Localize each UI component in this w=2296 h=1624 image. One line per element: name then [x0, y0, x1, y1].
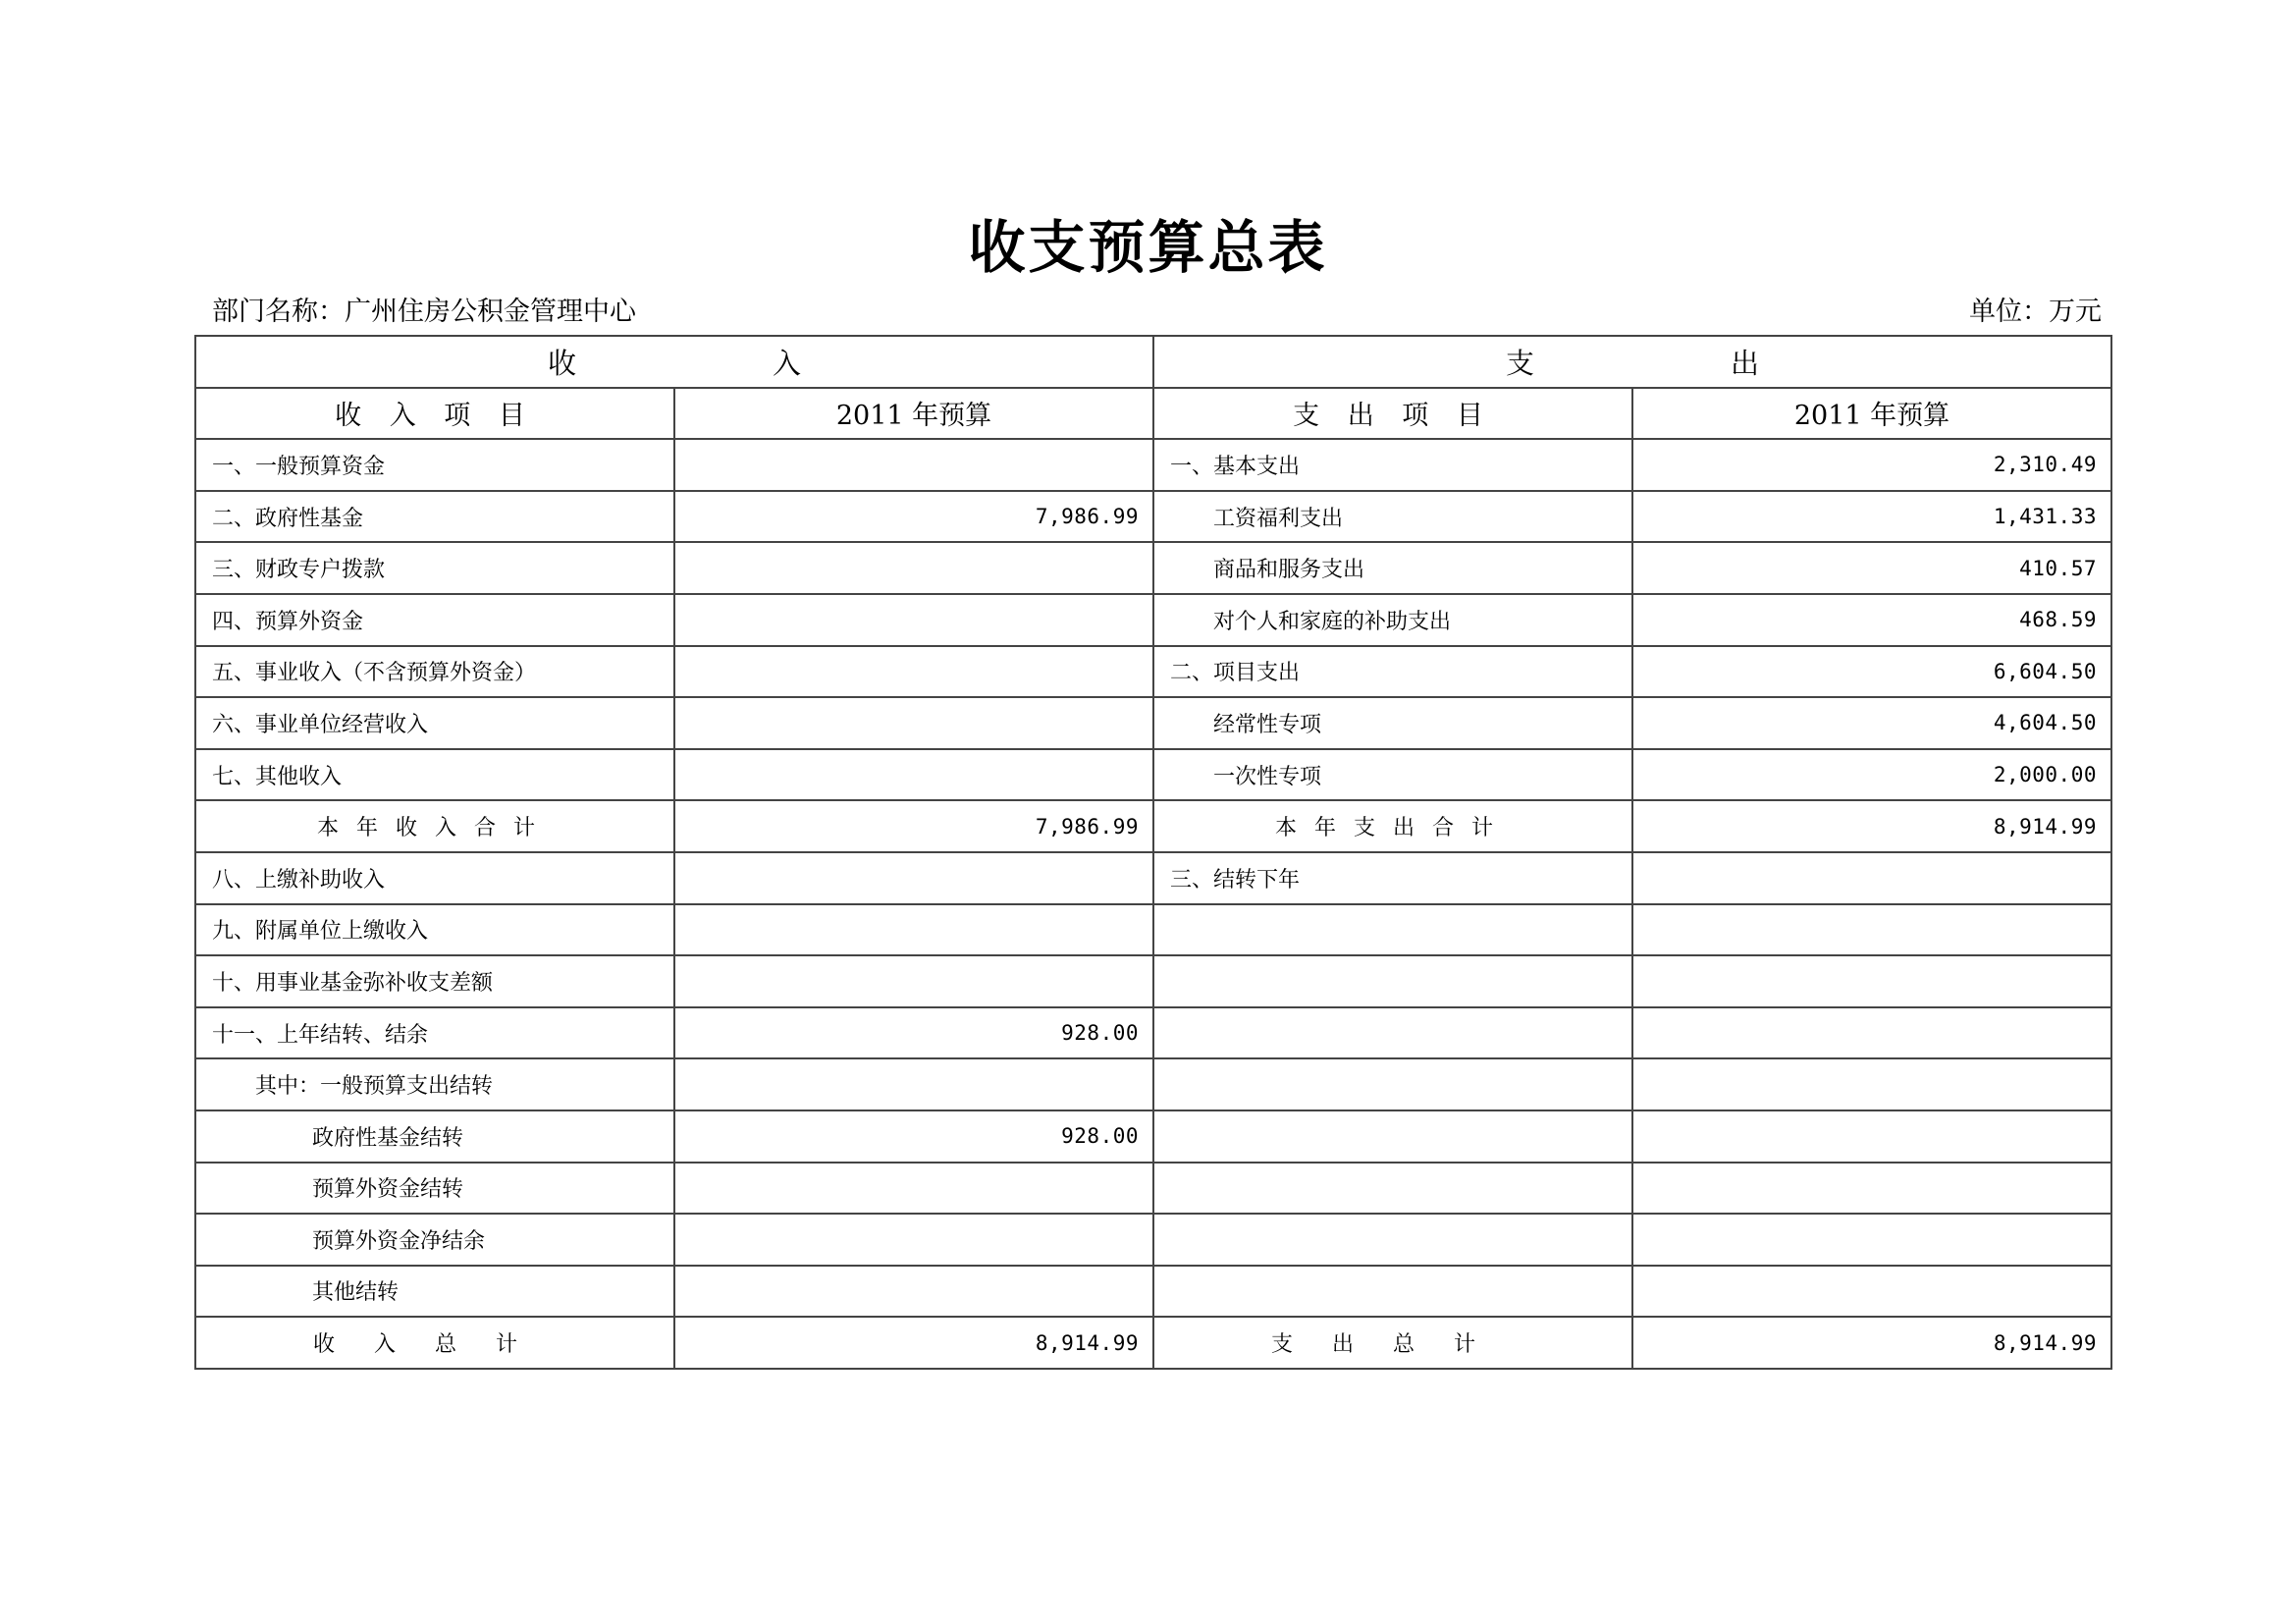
income-value: 928.00	[674, 1007, 1153, 1059]
expense-subtotal-value: 8,914.99	[1632, 800, 2111, 852]
expense-section-header: 支 出	[1153, 336, 2111, 388]
expense-value	[1632, 955, 2111, 1007]
table-row	[195, 594, 2111, 646]
income-label: 政府性基金结转	[195, 1110, 674, 1163]
table-row	[195, 697, 2111, 749]
income-value	[674, 749, 1153, 801]
income-label: 三、财政专户拨款	[195, 542, 674, 594]
income-value	[674, 955, 1153, 1007]
expense-value: 468.59	[1632, 594, 2111, 646]
income-value	[674, 646, 1153, 698]
expense-year-header: 2011 年预算	[1632, 388, 2111, 440]
income-label: 预算外资金结转	[195, 1163, 674, 1215]
expense-label: 商品和服务支出	[1153, 542, 1632, 594]
page-title: 收支预算总表	[968, 214, 1328, 281]
income-subtotal-value: 7,986.99	[674, 800, 1153, 852]
expense-label	[1153, 1110, 1632, 1163]
income-value	[674, 594, 1153, 646]
expense-label	[1153, 904, 1632, 956]
income-label: 其中：一般预算支出结转	[195, 1058, 674, 1110]
table-row	[195, 1007, 2111, 1059]
income-label: 八、上缴补助收入	[195, 852, 674, 904]
income-label: 一、一般预算资金	[195, 439, 674, 491]
income-label: 六、事业单位经营收入	[195, 697, 674, 749]
income-year-header: 2011 年预算	[674, 388, 1153, 440]
expense-total-value: 8,914.99	[1632, 1317, 2111, 1369]
expense-value	[1632, 1058, 2111, 1110]
expense-value	[1632, 1214, 2111, 1266]
expense-total-label: 支出总计	[1153, 1317, 1632, 1369]
expense-label: 一、基本支出	[1153, 439, 1632, 491]
expense-value	[1632, 1007, 2111, 1059]
expense-label	[1153, 1163, 1632, 1215]
table-row	[195, 491, 2111, 543]
expense-label	[1153, 1058, 1632, 1110]
unit-label: 单位：万元	[1969, 297, 2102, 327]
expense-label: 对个人和家庭的补助支出	[1153, 594, 1632, 646]
income-value: 7,986.99	[674, 491, 1153, 543]
income-label: 七、其他收入	[195, 749, 674, 801]
income-value	[674, 1058, 1153, 1110]
subtotal-row	[195, 800, 2111, 852]
expense-label	[1153, 1007, 1632, 1059]
header-row-section	[195, 336, 2111, 388]
income-value	[674, 439, 1153, 491]
income-subtotal-label: 本年收入合计	[195, 800, 674, 852]
income-label: 九、附属单位上缴收入	[195, 904, 674, 956]
expense-value: 410.57	[1632, 542, 2111, 594]
table-row	[195, 439, 2111, 491]
income-value	[674, 852, 1153, 904]
expense-value	[1632, 852, 2111, 904]
income-label: 预算外资金净结余	[195, 1214, 674, 1266]
expense-value	[1632, 904, 2111, 956]
table-row	[195, 1266, 2111, 1318]
income-value	[674, 1163, 1153, 1215]
expense-label: 一次性专项	[1153, 749, 1632, 801]
expense-label	[1153, 1214, 1632, 1266]
income-label: 其他结转	[195, 1266, 674, 1318]
income-value	[674, 904, 1153, 956]
expense-label: 工资福利支出	[1153, 491, 1632, 543]
budget-table	[194, 335, 2112, 1370]
income-label: 十、用事业基金弥补收支差额	[195, 955, 674, 1007]
department-name: 部门名称：广州住房公积金管理中心	[212, 297, 636, 327]
expense-value	[1632, 1110, 2111, 1163]
header-row-columns	[195, 388, 2111, 440]
grand-total-row	[195, 1317, 2111, 1369]
income-value	[674, 697, 1153, 749]
table-row	[195, 646, 2111, 698]
expense-value: 1,431.33	[1632, 491, 2111, 543]
income-value	[674, 1266, 1153, 1318]
table-row	[195, 1058, 2111, 1110]
expense-value: 2,000.00	[1632, 749, 2111, 801]
table-row	[195, 1214, 2111, 1266]
table-row	[195, 1110, 2111, 1163]
income-total-value: 8,914.99	[674, 1317, 1153, 1369]
expense-value: 4,604.50	[1632, 697, 2111, 749]
income-value: 928.00	[674, 1110, 1153, 1163]
income-label: 二、政府性基金	[195, 491, 674, 543]
expense-value	[1632, 1163, 2111, 1215]
income-item-header: 收 入 项 目	[195, 388, 674, 440]
expense-label	[1153, 955, 1632, 1007]
income-label: 四、预算外资金	[195, 594, 674, 646]
income-total-label: 收入总计	[195, 1317, 674, 1369]
income-label: 五、事业收入（不含预算外资金）	[195, 646, 674, 698]
expense-label: 经常性专项	[1153, 697, 1632, 749]
income-section-header: 收 入	[195, 336, 1153, 388]
income-label: 十一、上年结转、结余	[195, 1007, 674, 1059]
table-row	[195, 955, 2111, 1007]
income-value	[674, 1214, 1153, 1266]
expense-value: 2,310.49	[1632, 439, 2111, 491]
expense-label: 二、项目支出	[1153, 646, 1632, 698]
expense-label	[1153, 1266, 1632, 1318]
table-row	[195, 542, 2111, 594]
table-row	[195, 749, 2111, 801]
table-row	[195, 852, 2111, 904]
expense-value	[1632, 1266, 2111, 1318]
income-value	[674, 542, 1153, 594]
expense-label: 三、结转下年	[1153, 852, 1632, 904]
expense-item-header: 支 出 项 目	[1153, 388, 1632, 440]
table-row	[195, 904, 2111, 956]
expense-value: 6,604.50	[1632, 646, 2111, 698]
expense-subtotal-label: 本年支出合计	[1153, 800, 1632, 852]
table-row	[195, 1163, 2111, 1215]
